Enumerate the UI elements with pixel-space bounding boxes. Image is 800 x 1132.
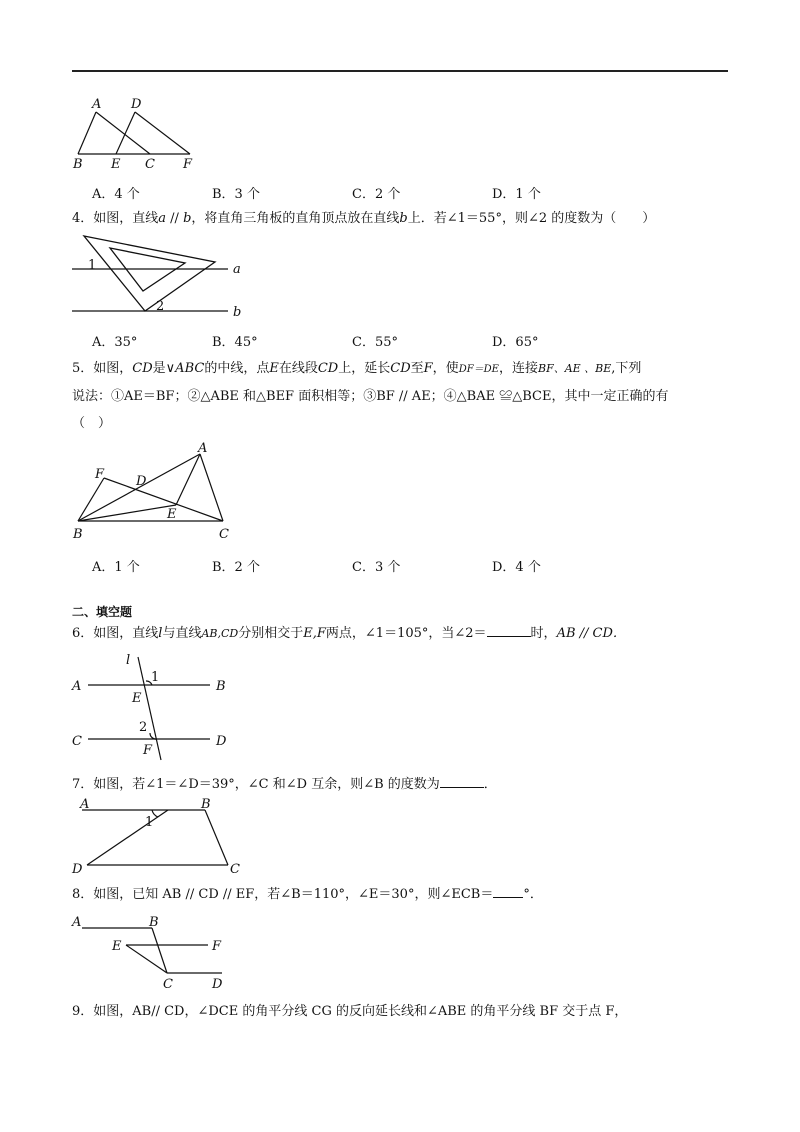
q5-line-1: 5．如图，CD是∨ABC的中线，点E在线段CD上，延长CD至F，使DF＝DE，连接BF、AE 、BE,下列 <box>72 361 642 376</box>
q8-label-F: F <box>212 939 222 954</box>
q8-label-C: C <box>163 977 173 992</box>
q5-label-E: E <box>167 507 177 522</box>
q6-stem: 6．如图，直线l与直线AB,CD分别相交于E,F两点，∠1＝105°，当∠2＝ 时，AB // CD． <box>72 626 626 641</box>
q4-option-d: D．65° <box>492 335 539 350</box>
q5-line-2: 说法：①AE＝BF；②△ABE 和△BEF 面积相等；③BF // AE；④△BAE ≌△BCE，其中一定正确的有 <box>72 389 669 404</box>
q6-label-l: l <box>126 653 131 668</box>
q6-label-1: 1 <box>151 670 160 685</box>
q5-label-D: D <box>136 474 147 489</box>
q5-option-d: D．4 个 <box>492 560 541 575</box>
q8-label-D: D <box>212 977 223 992</box>
q5-label-A: A <box>198 441 208 456</box>
q3-option-b: B．3 个 <box>212 187 260 202</box>
q4-option-c: C．55° <box>352 335 398 350</box>
q4-label-1: 1 <box>88 258 97 273</box>
q5-label-C: C <box>219 527 229 542</box>
q3-label-C: C <box>145 157 155 172</box>
q3-option-a: A．4 个 <box>92 187 140 202</box>
q4-option-a: A．35° <box>92 335 138 350</box>
q7-label-A: A <box>80 797 90 812</box>
section-title: 二、填空题 <box>72 605 133 619</box>
q6-label-C: C <box>72 734 82 749</box>
q3-label-A: A <box>92 97 102 112</box>
q6-label-A: A <box>72 679 82 694</box>
q3-label-B: B <box>73 157 83 172</box>
q3-option-d: D．1 个 <box>492 187 541 202</box>
q4-stem: 4．如图，直线a // b，将直角三角板的直角顶点放在直线b上．若∠1＝55°，则∠2 的度数为（ ） <box>72 211 656 226</box>
q4-label-b: b <box>233 305 242 320</box>
q7-stem: 7．如图，若∠1＝∠D＝39°，∠C 和∠D 互余，则∠B 的度数为 ． <box>72 777 497 792</box>
q8-label-B: B <box>149 915 159 930</box>
q5-option-c: C．3 个 <box>352 560 401 575</box>
q9-stem: 9．如图，AB// CD，∠DCE 的角平分线 CG 的反向延长线和∠ABE 的角平分线 BF 交于点 F， <box>72 1004 628 1019</box>
q6-label-E: E <box>132 691 142 706</box>
q3-option-c: C．2 个 <box>352 187 401 202</box>
q8-stem: 8．如图，已知 AB // CD // EF，若∠B＝110°，∠E＝30°，则∠ECB＝ °． <box>72 887 543 902</box>
q7-label-1: 1 <box>145 815 154 830</box>
q3-label-F: F <box>183 157 193 172</box>
q8-label-A: A <box>72 915 82 930</box>
q3-label-D: D <box>131 97 142 112</box>
q7-label-C: C <box>230 862 240 877</box>
q5-label-B: B <box>73 527 83 542</box>
q5-option-b: B．2 个 <box>212 560 260 575</box>
q5-line-3: （ ） <box>72 416 112 431</box>
q4-option-b: B．45° <box>212 335 258 350</box>
q4-label-2: 2 <box>156 299 165 314</box>
q8-label-E: E <box>112 939 122 954</box>
q6-label-2: 2 <box>139 720 148 735</box>
q7-label-B: B <box>201 797 211 812</box>
q3-label-E: E <box>111 157 121 172</box>
q6-label-D: D <box>216 734 227 749</box>
q5-label-F: F <box>95 467 105 482</box>
q4-label-a: a <box>233 262 241 277</box>
q6-label-F: F <box>143 743 153 758</box>
q7-label-D: D <box>72 862 83 877</box>
q6-label-B: B <box>216 679 226 694</box>
q5-option-a: A．1 个 <box>92 560 140 575</box>
